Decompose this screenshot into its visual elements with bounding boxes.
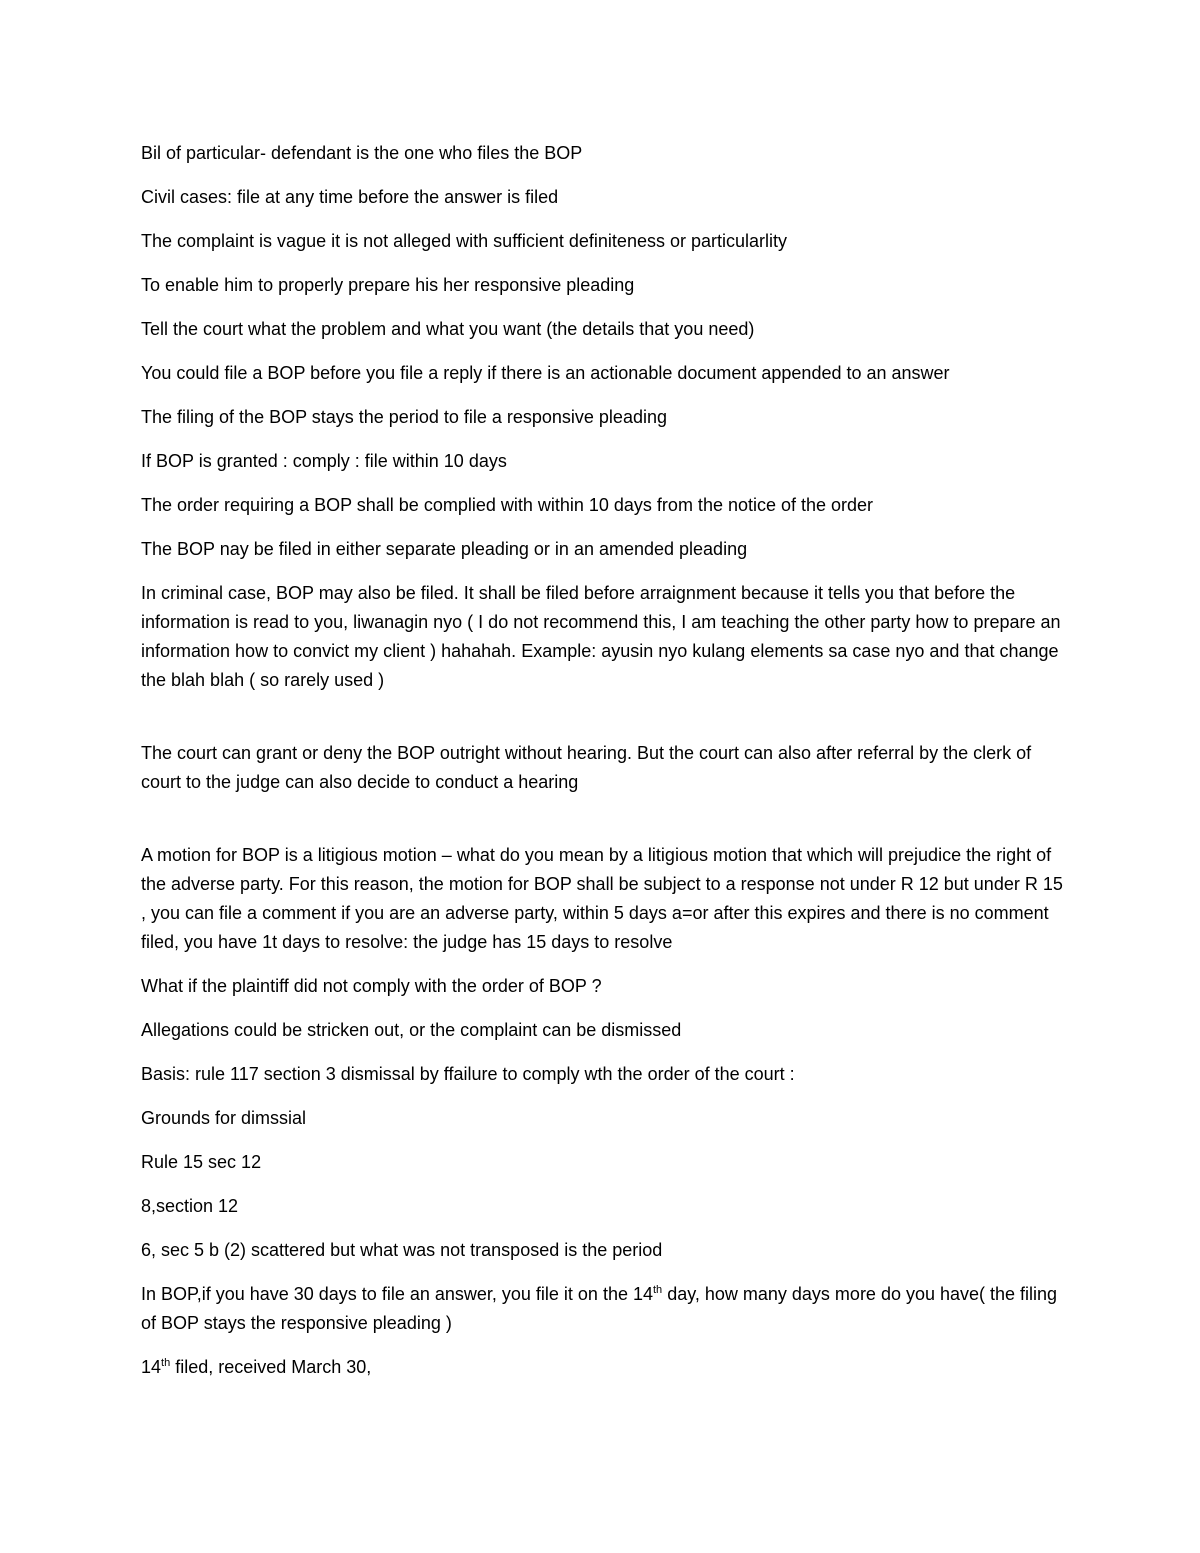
paragraph-tell-the-court: Tell the court what the problem and what you want (the details that you need)	[141, 319, 755, 339]
blank-line	[141, 710, 1071, 739]
document-body	[141, 139, 1071, 1397]
paragraph-complaint-vague: The complaint is vague it is not alleged with sufficient definiteness or particularlity	[141, 231, 787, 251]
paragraph-if-granted: If BOP is granted : comply : file within 10 days	[141, 451, 507, 471]
paragraph-litigious-motion: A motion for BOP is a litigious motion – what do you mean by a litigious motion that which will prejudice the right of the adverse party. For this reason, the motion for BOP shall be subject to a response not under R 12 but under R 15 , you can file a comment if you are an adverse party, within 5 days a=or after this expires and there is no comment filed, you have 1t days to resolve: the judge has 15 days to resolve	[141, 845, 1063, 952]
paragraph-separate-pleading: The BOP nay be filed in either separate pleading or in an amended pleading	[141, 539, 748, 559]
paragraph-enable-him: To enable him to properly prepare his her responsive pleading	[141, 275, 635, 295]
bop-question-text-start: In BOP,if you have 30 days to file an answer, you file it on the 14	[141, 1284, 653, 1304]
bop-question-text-end: day, how many days more do you have( the filing of BOP stays the responsive pleading )	[141, 1284, 1058, 1333]
paragraph-sec-5-b-2: 6, sec 5 b (2) scattered but what was not transposed is the period	[141, 1240, 663, 1260]
paragraph-section-12: 8,section 12	[141, 1196, 239, 1216]
paragraph-grounds-for-dismissal: Grounds for dimssial	[141, 1108, 307, 1128]
paragraph-rule-15-sec-12: Rule 15 sec 12	[141, 1152, 262, 1172]
paragraph-14th-filed	[141, 1353, 1071, 1382]
paragraph-criminal-case: In criminal case, BOP may also be filed. It shall be filed before arraignment because it tells you that before the information is read to you, liwanagin nyo ( I do not recommend this, I am teaching the other party how to prepare an information how to convict my client ) hahahah. Example: ayusin nyo kulang elements sa case nyo and that change the blah blah ( so rarely used )	[141, 583, 1061, 690]
superscript-th: th	[653, 1284, 663, 1296]
paragraph-allegations-stricken: Allegations could be stricken out, or the complaint can be dismissed	[141, 1020, 682, 1040]
paragraph-basis-rule-117: Basis: rule 117 section 3 dismissal by ffailure to comply wth the order of the court :	[141, 1064, 795, 1084]
last-line-number: 14	[141, 1357, 162, 1377]
paragraph-filing-stays-period: The filing of the BOP stays the period to file a responsive pleading	[141, 407, 667, 427]
paragraph-civil-cases: Civil cases: file at any time before the answer is filed	[141, 187, 559, 207]
blank-line	[141, 812, 1071, 841]
last-line-text: filed, received March 30,	[170, 1357, 372, 1377]
paragraph-bop-days-question	[141, 1280, 1071, 1338]
paragraph-order-requiring: The order requiring a BOP shall be complied with within 10 days from the notice of the order	[141, 495, 874, 515]
superscript-th: th	[161, 1357, 171, 1369]
paragraph-file-before-reply: You could file a BOP before you file a reply if there is an actionable document appended to an answer	[141, 363, 950, 383]
paragraph-grant-or-deny: The court can grant or deny the BOP outright without hearing. But the court can also after referral by the clerk of court to the judge can also decide to conduct a hearing	[141, 743, 1032, 792]
paragraph-plaintiff-noncompliance: What if the plaintiff did not comply with the order of BOP ?	[141, 976, 602, 996]
paragraph-bop-definition: Bil of particular- defendant is the one who files the BOP	[141, 143, 583, 163]
